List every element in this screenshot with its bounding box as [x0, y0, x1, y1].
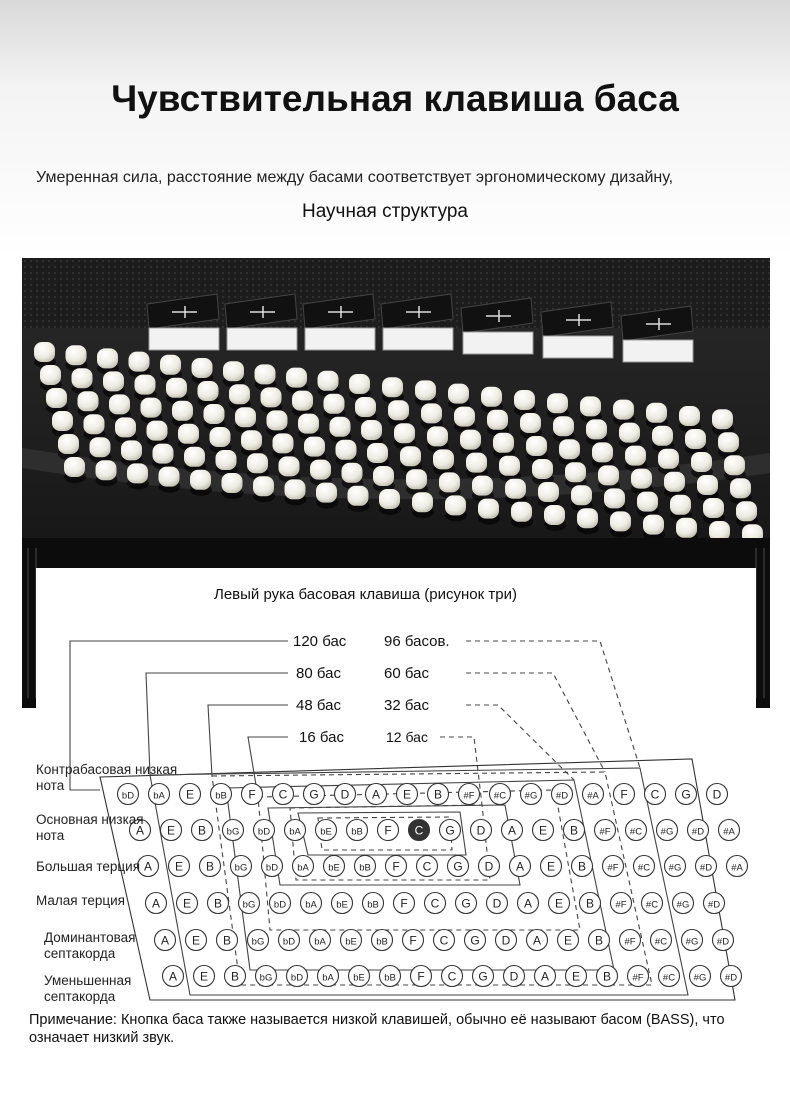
bass-key-label: A — [151, 896, 161, 911]
bass-key — [682, 930, 703, 951]
bass-key — [380, 966, 401, 987]
bass-key-label: B — [577, 859, 587, 874]
bass-key-label: bB — [384, 972, 396, 984]
bass-key — [704, 893, 725, 914]
bass-key — [719, 820, 740, 841]
bass-key-label: bG — [242, 899, 256, 911]
bass-key — [471, 820, 492, 841]
bass-key-label: #D — [716, 936, 730, 948]
bass-key-label: A — [540, 969, 550, 984]
bass-key-label: #F — [599, 826, 611, 838]
diagram-title: Левый рука басовая клавиша (рисунок три) — [214, 586, 517, 603]
bass-key — [316, 820, 337, 841]
bass-key-label: #G — [668, 862, 682, 874]
bass-key — [163, 966, 184, 987]
bass-key — [727, 856, 748, 877]
bass-key — [211, 784, 232, 805]
bass-key — [256, 966, 277, 987]
bass-key-label: C — [650, 787, 660, 802]
bass-key — [225, 966, 246, 987]
bass-key-label: D — [484, 859, 494, 874]
bass-key — [223, 820, 244, 841]
bass-key-label: E — [571, 969, 581, 984]
bass-key — [564, 820, 585, 841]
bass-key-label: B — [205, 859, 215, 874]
bass-key — [372, 930, 393, 951]
bass-key — [597, 966, 618, 987]
bass-key-label: bB — [367, 899, 379, 911]
bass-key-label: bE — [353, 972, 365, 984]
bass-key-label: A — [515, 859, 525, 874]
bass-key — [169, 856, 190, 877]
bass-key — [549, 893, 570, 914]
page-title: Чувствительная клавиша баса — [111, 78, 679, 119]
bass-key-label: #C — [637, 862, 651, 874]
bass-key — [349, 966, 370, 987]
bass-key-label: E — [174, 859, 184, 874]
footnote: Примечание: Кнопка баса также называется низкой клавишей, обычно её называют басом (BASS), что означает низкий звук. — [29, 1012, 725, 1046]
bass-key-label: E — [185, 787, 195, 802]
bass-key — [318, 966, 339, 987]
bass-key-label: #A — [587, 790, 599, 802]
bass-key — [285, 820, 306, 841]
bass-key-label: C — [439, 933, 449, 948]
bass-key-label: #G — [524, 790, 538, 802]
bass-key — [231, 856, 252, 877]
bass-key — [332, 893, 353, 914]
bass-key-label: G — [309, 787, 319, 802]
bass-key — [425, 893, 446, 914]
bass-key — [442, 966, 463, 987]
bass-key — [186, 930, 207, 951]
bass-key-label: F — [392, 859, 400, 874]
bass-key — [270, 893, 291, 914]
bass-key — [239, 893, 260, 914]
row-label-diminished: Уменьшенная септакорда — [44, 973, 132, 1004]
bass-key — [287, 966, 308, 987]
bass-key-label: E — [166, 823, 176, 838]
bass-key — [518, 893, 539, 914]
bass-key — [208, 893, 229, 914]
bass-key — [301, 893, 322, 914]
bass-key — [242, 784, 263, 805]
bass-key — [411, 966, 432, 987]
bass-key-label: C — [422, 859, 432, 874]
bass-key — [688, 820, 709, 841]
bass-key — [200, 856, 221, 877]
bass-key-label: bD — [257, 826, 271, 838]
bass-key — [355, 856, 376, 877]
bass-key-label: #G — [676, 899, 690, 911]
bass-key — [194, 966, 215, 987]
bass-key-label: E — [199, 969, 209, 984]
bass-key — [713, 930, 734, 951]
bass-key — [673, 893, 694, 914]
bass-key-label: D — [492, 896, 502, 911]
bass-key-label: bA — [305, 899, 317, 911]
bass-key — [504, 966, 525, 987]
subtitle: Умеренная сила, расстояние между басами соответствует эргономическому дизайну, — [36, 169, 674, 186]
bass-key — [417, 856, 438, 877]
bass-key — [496, 930, 517, 951]
bass-key-label: #C — [629, 826, 643, 838]
bass-key — [595, 820, 616, 841]
bass-key — [510, 856, 531, 877]
bass-key — [279, 930, 300, 951]
bass-key-label: bB — [351, 826, 363, 838]
bass-key-label: #F — [607, 862, 619, 874]
bass-key-label: F — [248, 787, 256, 802]
bass-key — [177, 893, 198, 914]
bass-key — [665, 856, 686, 877]
bass-key-label: B — [585, 896, 595, 911]
bass-key — [572, 856, 593, 877]
bass-key-label: #F — [463, 790, 475, 802]
bass-key — [397, 784, 418, 805]
bass-key — [394, 893, 415, 914]
bass-key-label: F — [384, 823, 392, 838]
bass-key — [521, 784, 542, 805]
bass-key — [479, 856, 500, 877]
bass-key — [589, 930, 610, 951]
bass-key-label: D — [509, 969, 519, 984]
bass-key-label: #F — [615, 899, 627, 911]
bass-key — [580, 893, 601, 914]
bass-key-label: A — [160, 933, 170, 948]
bass-key — [378, 820, 399, 841]
bass-key-label: bA — [153, 790, 165, 802]
bass-key — [428, 784, 449, 805]
bass-key — [448, 856, 469, 877]
bass-key — [456, 893, 477, 914]
bass-key — [558, 930, 579, 951]
bass-key-label: bG — [234, 862, 248, 874]
bass-key-label: E — [402, 787, 412, 802]
bass-key-label: #C — [645, 899, 659, 911]
bass-key-label: bA — [289, 826, 301, 838]
bass-key-label: bB — [376, 936, 388, 948]
bass-key-label: F — [417, 969, 425, 984]
bass-key-label: B — [222, 933, 232, 948]
bass-key-label: #G — [693, 972, 707, 984]
bass-key — [366, 784, 387, 805]
bass-key-label: bG — [259, 972, 273, 984]
bass-key-label: B — [433, 787, 443, 802]
bass-key-label: bA — [314, 936, 326, 948]
bass-key — [583, 784, 604, 805]
bass-key-label: #C — [654, 936, 668, 948]
bass-key — [626, 820, 647, 841]
bass-key — [403, 930, 424, 951]
bass-key-label: #D — [699, 862, 713, 874]
bass-key — [541, 856, 562, 877]
bass-key-label: A — [168, 969, 178, 984]
bass-key — [335, 784, 356, 805]
bass-key-label: B — [230, 969, 240, 984]
bass-key — [502, 820, 523, 841]
bass-key — [490, 784, 511, 805]
bass-key-label: #D — [707, 899, 721, 911]
bass-key — [696, 856, 717, 877]
bass-key — [676, 784, 697, 805]
bass-key-label: bA — [297, 862, 309, 874]
bass-key-label: G — [478, 969, 488, 984]
bass-key-label: A — [371, 787, 381, 802]
bass-key — [341, 930, 362, 951]
bass-key-label: G — [445, 823, 455, 838]
bass-key — [254, 820, 275, 841]
bass-key-label: C — [278, 787, 288, 802]
frame-96 — [212, 772, 652, 985]
bass-key — [434, 930, 455, 951]
bass-key — [161, 820, 182, 841]
bass-key — [707, 784, 728, 805]
bass-key-label: A — [135, 823, 145, 838]
bass-key-label: bE — [328, 862, 340, 874]
bass-key-label: bE — [345, 936, 357, 948]
bass-key — [465, 930, 486, 951]
size-32: 32 бас — [384, 697, 429, 714]
bass-key-label: D — [340, 787, 350, 802]
bass-key-label: E — [546, 859, 556, 874]
bass-key-label: A — [523, 896, 533, 911]
bass-key — [192, 820, 213, 841]
bass-key-label: G — [470, 933, 480, 948]
bass-key-label: bE — [336, 899, 348, 911]
bass-key-label: C — [414, 823, 424, 838]
bass-key-label: B — [594, 933, 604, 948]
bass-key — [459, 784, 480, 805]
bass-key — [659, 966, 680, 987]
bass-key-label: #C — [662, 972, 676, 984]
bass-key-label: D — [501, 933, 511, 948]
bass-key-label: F — [409, 933, 417, 948]
bass-key-label: bD — [290, 972, 304, 984]
bass-key-label: C — [447, 969, 457, 984]
bass-key — [527, 930, 548, 951]
bass-key-label: A — [532, 933, 542, 948]
bass-key — [533, 820, 554, 841]
bass-key — [155, 930, 176, 951]
bass-key-label: #A — [723, 826, 735, 838]
bass-key — [262, 856, 283, 877]
bass-key-label: bG — [251, 936, 265, 948]
bass-key-label: E — [554, 896, 564, 911]
bass-key — [642, 893, 663, 914]
bass-key-label: A — [507, 823, 517, 838]
bass-key-label: G — [461, 896, 471, 911]
bass-key-label: #A — [731, 862, 743, 874]
bass-key — [324, 856, 345, 877]
size-96: 96 басов. — [384, 633, 450, 650]
bass-key-label: #G — [660, 826, 674, 838]
bass-key-label: C — [430, 896, 440, 911]
row-label-counterbass: Контрабасовая низкая нота — [36, 762, 178, 793]
bass-key-label: E — [563, 933, 573, 948]
bass-key-label: bB — [215, 790, 227, 802]
bass-key-label: B — [602, 969, 612, 984]
bass-key — [487, 893, 508, 914]
bass-key-label: F — [400, 896, 408, 911]
bass-key — [138, 856, 159, 877]
bass-key — [304, 784, 325, 805]
bass-key-label: E — [182, 896, 192, 911]
bass-key — [645, 784, 666, 805]
bass-key-label: bA — [322, 972, 334, 984]
bass-key — [363, 893, 384, 914]
bass-key-label: E — [538, 823, 548, 838]
bass-key — [473, 966, 494, 987]
bass-key-label: G — [681, 787, 691, 802]
size-80: 80 бас — [296, 665, 341, 682]
bass-key — [310, 930, 331, 951]
frame-120 — [150, 768, 691, 995]
bass-key — [440, 820, 461, 841]
bass-key-label: D — [712, 787, 722, 802]
bass-key-label: A — [143, 859, 153, 874]
bass-key-label: bG — [226, 826, 240, 838]
bass-key — [614, 784, 635, 805]
bass-key — [180, 784, 201, 805]
bass-key — [146, 893, 167, 914]
bass-key — [620, 930, 641, 951]
bass-key — [535, 966, 556, 987]
row-label-major: Большая терция — [36, 859, 141, 874]
bass-key-label: #D — [555, 790, 569, 802]
bass-key — [628, 966, 649, 987]
subtitle-structure: Научная структура — [301, 201, 469, 222]
bass-key — [273, 784, 294, 805]
bass-key-label: #D — [691, 826, 705, 838]
row-label-fundamental: Основная низкая нота — [36, 812, 144, 843]
bass-key — [611, 893, 632, 914]
bass-key — [603, 856, 624, 877]
bass-key — [386, 856, 407, 877]
size-16: 16 бас — [299, 729, 344, 746]
size-120: 120 бас — [293, 633, 347, 650]
row-label-dominant: Доминантовая септакорда — [44, 930, 136, 961]
bass-key — [721, 966, 742, 987]
bass-key — [552, 784, 573, 805]
bass-key-label: #F — [624, 936, 636, 948]
size-60: 60 бас — [384, 665, 429, 682]
bass-key — [634, 856, 655, 877]
bass-key-label: B — [569, 823, 579, 838]
bass-key-label: B — [213, 896, 223, 911]
bass-key — [293, 856, 314, 877]
bass-key-label: #D — [724, 972, 738, 984]
bass-key-label: bD — [273, 899, 287, 911]
bass-key — [657, 820, 678, 841]
bass-key-label: bE — [320, 826, 332, 838]
size-12: 12 бас — [386, 729, 428, 745]
bass-key-label: bD — [282, 936, 296, 948]
bass-key-label: E — [191, 933, 201, 948]
bass-key — [409, 820, 430, 841]
bass-key-label: bB — [359, 862, 371, 874]
bass-key — [217, 930, 238, 951]
row-label-minor: Малая терция — [36, 893, 125, 908]
bass-key — [347, 820, 368, 841]
bass-key — [651, 930, 672, 951]
bass-key-label: #F — [632, 972, 644, 984]
bass-key-label: #G — [685, 936, 699, 948]
bass-key-label: bD — [121, 790, 135, 802]
bass-key-label: bD — [265, 862, 279, 874]
bass-key-label: #C — [493, 790, 507, 802]
bass-key — [690, 966, 711, 987]
bass-key-label: D — [476, 823, 486, 838]
bass-key-label: G — [453, 859, 463, 874]
size-48: 48 бас — [296, 697, 341, 714]
bass-key-label: F — [620, 787, 628, 802]
bass-key — [248, 930, 269, 951]
bass-key — [566, 966, 587, 987]
bass-key-label: B — [197, 823, 207, 838]
